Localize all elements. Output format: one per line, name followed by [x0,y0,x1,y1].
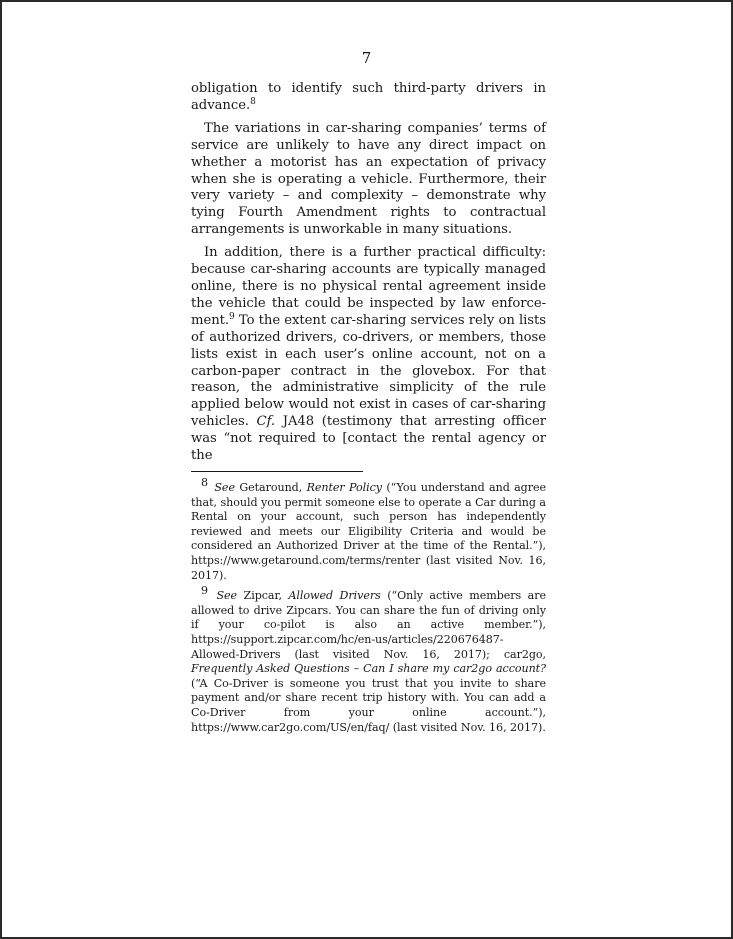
paragraph-1 [191,81,546,115]
paragraph-3-text-b: To the extent car-sharing services rely on lists of authorized drivers, co-drivers, or members, those lists exist in each user’s online account, not on a carbon-paper contract in the glovebox. For that reason, the administrative simplicity of the rule applied below would not exist in cases of car-sharing vehicles. [191,312,546,430]
page-number: 7 [361,49,372,67]
footnote-divider [191,471,363,472]
footnote-signal: See [216,589,238,603]
footnote-ref-8[interactable]: 8 [250,96,256,107]
paragraph-2: The variations in car-sharing companies’ terms of service are unlikely to have any direct impact on whether a motorist has an expectation of privacy when she is operating a vehicle. Furthermore, their very variety – and complexity – demonstrate why tying Fourth Amendment rights to contractual arrangements is unworkable in many situations. [191,120,546,238]
paragraph-3-text-c: JA48 (testimony that arresting officer was “not required to [contact the rental agency or the [191,414,546,464]
footnote-9 [191,584,546,735]
footnote-number: 9 [201,584,209,598]
footnote-8 [191,476,547,583]
paragraph-3-text-a: In addition, there is a further practical difficulty: because car-sharing accounts are typically managed online, there is no physical rental agreement inside the vehicle that could be inspected by law enforce-ment. [191,245,546,328]
footnote-text: (“You understand and agree that, should you permit someone else to operate a Car during a Rental on your account, such person has independently reviewed and meets our Eligibility Criteria and would be considered an Authorized Driver at the time of the Rental.”), https://www.getaround.com/terms/renter (last visited Nov. 16, 2017). [191,481,547,582]
footnote-text-2: (“A Co-Driver is someone you trust that you invite to share payment and/or share recent trip history with. You can add a Co-Driver from your online account.”), https://www.car2go.com/US/en/faq/ (last visited Nov. 16, 2017). [191,676,546,734]
footnote-ref-9[interactable]: 9 [229,311,235,322]
footnote-title: Renter Policy [306,481,382,494]
footnote-title-2: Frequently Asked Questions – Can I share my car2go account? [191,662,546,676]
paragraph-1-text: obligation to identify such third-party drivers in advance. [191,81,546,113]
footnotes [191,476,547,741]
footnote-title: Allowed Drivers [288,589,381,603]
footnote-number: 8 [201,476,209,489]
footnote-source: Getaround, [234,481,307,494]
body-text [191,81,546,471]
paragraph-3 [191,245,546,465]
cf-signal: Cf. [256,414,276,430]
footnote-text: (“Only active members are allowed to drive Zipcars. You can share the fun of driving only if your co-pilot is also an active member.”), https://support.zipcar.com/hc/en-us/articles/220676487-Allowed-Drivers (last visited Nov. 16, 2017); car2go, [191,589,546,661]
footnote-signal: See [214,481,235,494]
footnote-source: Zipcar, [237,589,289,603]
